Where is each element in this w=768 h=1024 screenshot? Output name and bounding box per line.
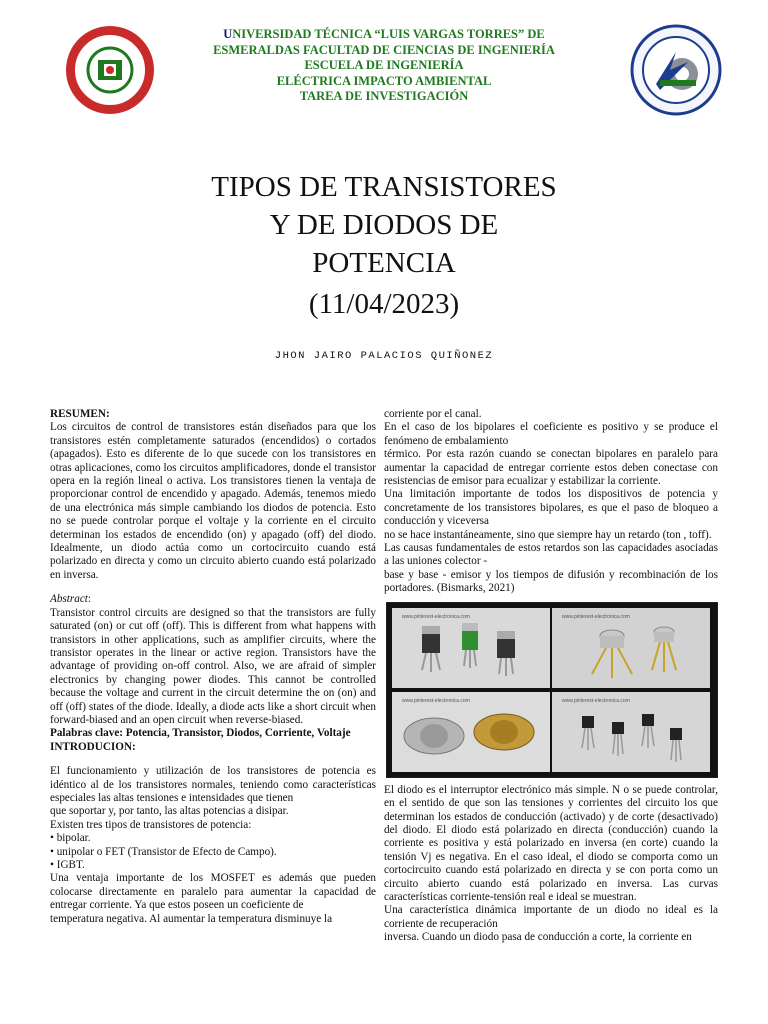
document-header [180, 27, 588, 105]
paper-title [150, 168, 618, 282]
photo-caption-1: www.pinterest-electronica.com [402, 613, 470, 620]
photo-caption-2: www.pinterest-electronica.com [562, 613, 630, 620]
transistors-photo [386, 602, 718, 778]
abstract-colon: : [87, 593, 92, 606]
right-paragraph-10: inversa. Cuando un diodo pasa de conducción a corte, la corriente en [384, 931, 692, 944]
header-initial: U [223, 27, 233, 41]
title-line-2: Y DE DIODOS DE [269, 209, 499, 241]
header-esmeraldas: ESMERALDAS [213, 42, 300, 57]
right-paragraph-4: Una limitación importante de todos los dispositivos de potencia y concretamente de los transistores bipolares, es que el paso de bloqueo a conducción y viceversa [384, 488, 718, 528]
header-line-1 [180, 27, 588, 43]
intro-paragraph-1: El funcionamiento y utilización de los transistores de potencia es idéntico al de los transistores normales, teniendo como características especiales las altas tensiones e intensidades que tienen [50, 765, 376, 804]
intro-paragraph-2: que soportar y, por tanto, las altas potencias a disipar. [50, 805, 289, 818]
paper-date: (11/04/2023) [308, 288, 460, 320]
right-column [384, 408, 718, 945]
intro-heading: INTRODUCION: [50, 740, 136, 753]
faculty-logo [630, 24, 722, 116]
title-line-3: POTENCIA [312, 247, 456, 279]
abstract-label: Abstract [50, 593, 88, 606]
abstract-heading [50, 593, 376, 606]
right-paragraph-7: base y base - emisor y los tiempos de difusión y recombinación de los portadores. (Bismarks, 2021) [384, 568, 718, 595]
header-line-5: TAREA DE INVESTIGACIÓN [299, 89, 469, 103]
bullet-fet: • unipolar o FET (Transistor de Efecto de Campo). [50, 845, 277, 858]
resumen-heading: RESUMEN: [50, 408, 110, 420]
bullet-igbt: • IGBT. [50, 859, 85, 871]
header-faculty: FACULTAD DE CIENCIAS DE INGENIERÍA [299, 42, 555, 57]
photo-panel-small-transistors [552, 692, 710, 772]
right-paragraph-8: El diodo es el interruptor electrónico más simple. N o se puede controlar, en el sentido de que son las tensiones y corrientes del circuito los que determinan los estados de conducción (activado) y de corte (desactivado) del diodo. El diodo está polarizado en directa (conducción) cuando la corriente es positiva y está polarizado en inversa (en corte) cuando la tensión Vj es negativa. En el caso ideal, el diodo se comporta como un cortocircuito cuando está polarizado en directa y se con porta como un circuito abierto cuando está polarizado en inversa. Las curvas características corriente-tensión real e ideal se muestran. [384, 783, 718, 903]
photo-panel-power-transistors [392, 608, 550, 688]
right-paragraph-5: no se hace instantáneamente, sino que siempre hay un retardo (ton , toff). [384, 528, 712, 541]
right-paragraph-6: Las causas fundamentales de estos retardos son las capacidades asociadas a las uniones colector - [384, 542, 718, 568]
right-paragraph-1: corriente por el canal. [384, 408, 482, 420]
title-line-1: TIPOS DE TRANSISTORES [211, 171, 557, 203]
photo-caption-3: www.pinterest-electronica.com [402, 697, 470, 704]
header-line-1-text: NIVERSIDAD TÉCNICA “LUIS VARGAS TORRES” DE [232, 27, 545, 41]
photo-caption-4: www.pinterest-electronica.com [562, 697, 630, 704]
left-column [50, 408, 376, 926]
intro-paragraph-3: Existen tres tipos de transistores de potencia: [50, 818, 252, 831]
intro-paragraph-4: Una ventaja importante de los MOSFET es además que pueden colocarse directamente en paralelo para aumentar la capacidad de entregar corriente. Ya que estos poseen un coeficiente de [50, 872, 376, 912]
header-line-3: ESCUELA DE INGENIERÍA [304, 58, 464, 72]
right-paragraph-2: En el caso de los bipolares el coeficiente es positivo y se produce el fenómeno de embalamiento [384, 421, 718, 447]
right-paragraph-9: Una característica dinámica importante de un diodo no ideal es la corriente de recuperación [384, 904, 718, 930]
keywords: Palabras clave: Potencia, Transistor, Diodos, Corriente, Voltaje [50, 727, 351, 740]
right-paragraph-3: térmico. Por esta razón cuando se conectan bipolares en paralelo para aumentar la capacidad de entregar corriente estos deben conectase con resistencias de emisor para ecualizar y estabilizar la corriente. [384, 448, 718, 488]
header-line-4: ELÉCTRICA IMPACTO AMBIENTAL [276, 73, 492, 88]
header-line-2 [180, 43, 588, 59]
photo-panel-metal-can-transistors [552, 608, 710, 688]
university-logo [62, 22, 158, 118]
paper-author: JHON JAIRO PALACIOS QUIÑONEZ [274, 350, 494, 362]
photo-panel-to3-transistors [392, 692, 550, 772]
bullet-bipolar: • bipolar. [50, 832, 91, 845]
intro-paragraph-5: temperatura negativa. Al aumentar la temperatura disminuye la [50, 912, 333, 925]
resumen-text: Los circuitos de control de transistores están diseñados para que los transistores estén completamente saturados (encendidos) o cortados (apagados). Esto es diferente de lo que sucede con los transistores en otras aplicaciones, como los circuitos amplificadores, donde el transistor opera en la región lineal o activa. Los transistores tienen la ventaja de proporcionar control de encendido y apagado. Además, tenemos miedo de una electrónica más simple cambiando los diodos de potencia. Esto no se puede controlar porque el voltaje y la corriente en el circuito determinan los estados de encendido (on) y apagado (off) del diodo. Idealmente, un diodo actúa como un cortocircuito cuando está polarizado en directa y como un circuito abierto cuando está polarizado en inversa. [50, 421, 376, 581]
abstract-text: Transistor control circuits are designed so that the transistors are fully saturated (on) or cut off (off). This is different from what happens with transistors in other applications, such as amplifier circuits, where the transistor operates in the linear or active region. Transistors have the advantage of providing on-off control. Also, we are afraid of simpler electronics by changing power diodes. This cannot be controlled because the voltage and current in the circuit determine the on (on) and off (off) states of the diode. Ideally, a diode acts like a short circuit when forward-biased and an open circuit when reverse-biased. [50, 606, 376, 726]
